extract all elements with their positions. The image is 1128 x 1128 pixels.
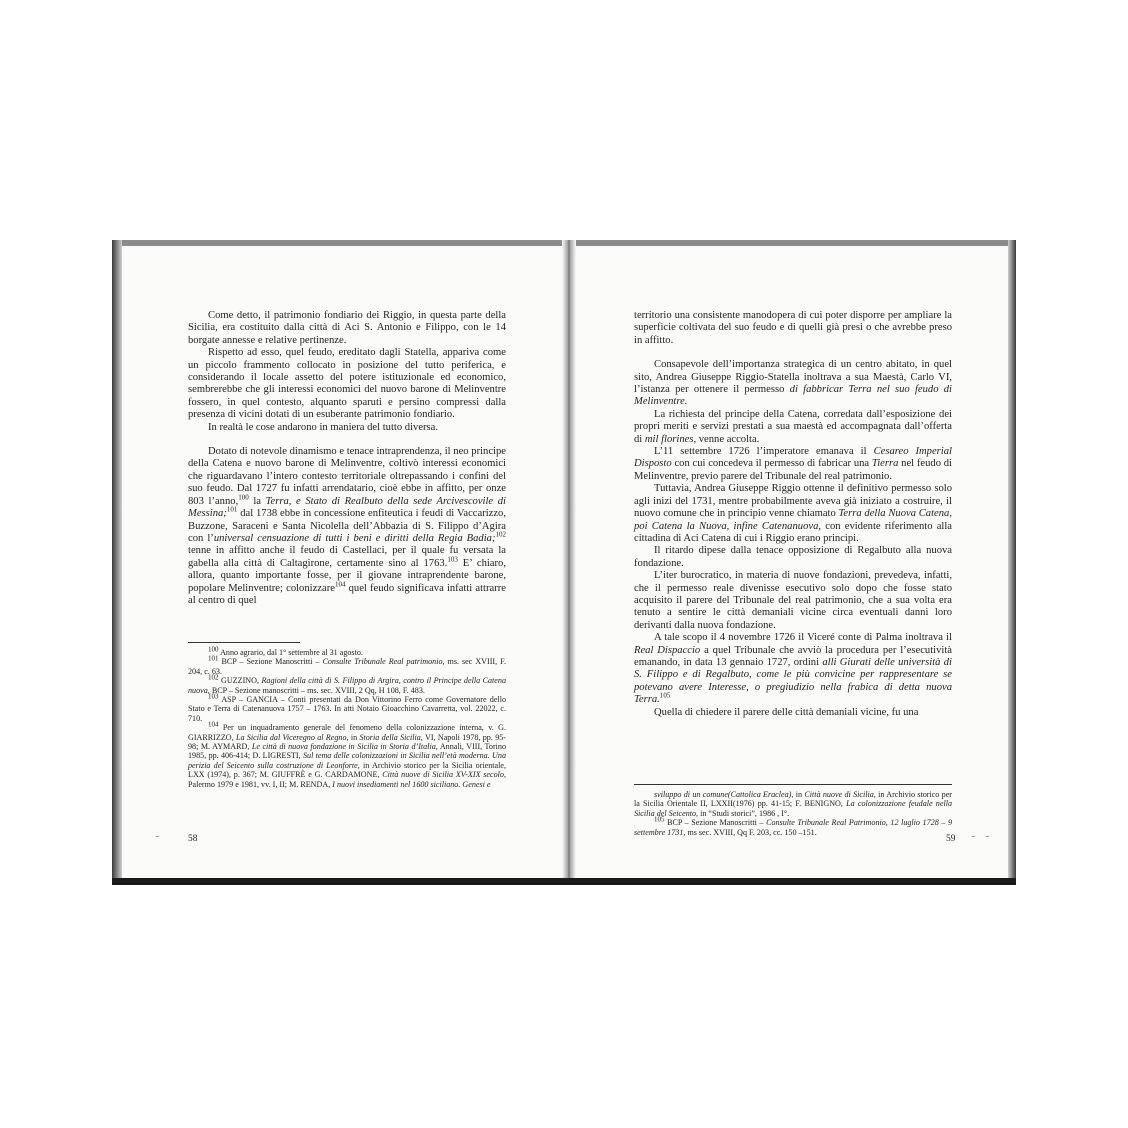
text-run: sviluppo di un comune(Cattolica Eraclea) [654, 790, 792, 799]
text-run: quel feudo significava infatti attrarre al centro di quel [188, 582, 506, 606]
left-page [122, 246, 562, 878]
paragraph [634, 632, 952, 706]
text-run: , ms sec. XVIII, Qq F. 203, cc. 150 –151. [683, 827, 817, 837]
text-run: Terra, e Stato di Realbuto della sede Arcivescovile di Messina; [188, 495, 506, 520]
left-body-text [188, 310, 506, 607]
text-run: La colonizzazione feudale nella Sicilia del Seicento [634, 799, 952, 818]
speck [986, 836, 989, 837]
paragraph [634, 446, 952, 483]
text-run: la [248, 495, 266, 507]
text-run: Dotato di notevole dinamismo e tenace intraprendenza, il neo principe della Catena e nuovo barone di Melinventre, coltivò interessi economici che riguardavano l’intero contesto territoriale oltrepassando i confini del suo feudo. Dal 1727 fu infatti arrendatario, cioè ebbe in affitto, per onze 803 l’anno, [188, 446, 506, 507]
text-run: , Palermo 1979 e 1981, vv. I, II; M. RENDA, [188, 770, 506, 789]
text-run: , venne accolta. [693, 433, 760, 445]
paragraph [188, 347, 506, 421]
note-marker: 100 [238, 493, 249, 502]
left-footnotes [188, 645, 507, 789]
text-run: A tale scopo il 4 novembre 1726 il Viceré conte di Palma inoltrava il [654, 632, 952, 644]
footnote [188, 692, 506, 723]
text-run: Quella di chiedere il parere delle città demaniali vicine, fu una [654, 706, 919, 718]
note-marker: 104 [334, 580, 346, 588]
text-run: , in “Studi storici”, 1986 , I°. [696, 808, 790, 818]
text-run: L’11 settembre 1726 l’imperatore emanava il [654, 446, 874, 458]
text-run: , in Archivio storico per la Sicilia Orientale II, LXXII(1976) pp. 41-15; F. BENIGNO, [634, 790, 952, 809]
footnote [188, 654, 506, 676]
text-run: Consapevole dell’importanza strategica di un centro abitato, in quel sito, Andrea Giuseppe Riggio-Statella inoltrava a sua Maestà, Carlo VI, l’istanza per ottenere il permesso [634, 359, 952, 396]
paragraph [188, 422, 506, 434]
footnote [634, 790, 952, 818]
text-run: Tierra [871, 458, 899, 470]
text-run: Anno agrario, dal 1° settembre al 31 agosto. [218, 648, 363, 657]
text-run: Storia della Sicilia [359, 732, 421, 742]
paragraph [634, 359, 952, 409]
right-page-number: 59 [946, 834, 956, 844]
text-run: nel feudo di Melinventre, previo parere del Tribunale del real patrimonio. [634, 458, 952, 482]
text-run: , con evidente riferimento alla cittadina di Aci Catena di cui i Riggio erano principi. [634, 520, 952, 544]
scan-edge-right [1008, 240, 1016, 885]
text-run: , in [346, 732, 360, 742]
right-page [576, 246, 1008, 878]
note-marker: 102 [495, 530, 506, 539]
text-run: La Sicilia dal Viceregno al Regno [235, 732, 347, 742]
footnote [188, 645, 506, 657]
scan-edge-bottom [112, 878, 1016, 885]
book-gutter [562, 240, 576, 885]
text-run: , BCP – Sezione manoscritti – ms. sec. XVIII, 2 Qq, H 108, F. 483. [207, 685, 425, 695]
text-run: Per un inquadramento generale del fenomeno della colonizzazione interna, v. G. GIARRIZZO, [188, 723, 506, 742]
text-run: Il ritardo dipese dalla tenace opposizione di Regalbuto alla nuova fondazione. [634, 545, 952, 569]
text-run: con cui concedeva il permesso di fabricar una [671, 458, 872, 470]
text-run: alli Giurati delle università di S. Filippo e di Regalbuto, come le più convicine per rappresentare se potevano avere Interesse, o pregiudizio nella frabica di detta nuova Terra. [634, 656, 952, 706]
text-run: Sul tema delle colonizzazioni in Sicilia nell’età moderna. Una perizia del Seicento sulla costruzione di Leonforte [188, 751, 507, 770]
note-marker: 105 [659, 691, 671, 700]
note-marker: 102 [208, 673, 219, 682]
footnote [188, 673, 506, 695]
note-marker: 101 [226, 505, 238, 514]
text-run: I nuovi insediamenti nel 1600 siciliano. Genesi e [332, 779, 491, 789]
paragraph [634, 707, 952, 719]
text-run: mil florines [644, 433, 694, 445]
text-run: tenne in affitto anche il feudo di Castellaci, per il quale fu versata la gabella alla città di Caltagirone, certamente sino al 1763. [188, 545, 506, 569]
text-run: Come detto, il patrimonio fondiario dei Riggio, in questa parte della Sicilia, era costituito dalla città di Aci S. Antonio e Filippo, con le 14 borgate annesse e relative pertinenze. [188, 310, 506, 346]
left-page-number: 58 [188, 834, 198, 844]
text-run: Tuttavia, Andrea Giuseppe Riggio ottenne il definitivo permesso solo agli inizi del 1731, mentre probabilmente aveva già iniziato a costruire, il nuovo comune che in principio venne chiamato [634, 483, 952, 520]
scan-edge-left [112, 240, 122, 885]
text-run: In realtà le cose andarono in maniera del tutto diversa. [208, 421, 439, 433]
text-run: territorio una consistente manodopera di cui poter disporre per ampliare la superficie coltivata del suo feudo e di quelli già presi o che avrebbe preso in affitto. [634, 310, 952, 346]
text-run: Ragioni della città di S. Filippo di Argira, contro il Principe della Catena nuova [188, 676, 506, 695]
footnote [634, 815, 953, 837]
text-run: L’iter burocratico, in materia di nuove fondazioni, prevedeva, infatti, che il permesso reale divenisse esecutivo solo dopo che fosse stato acquisito il parere del Tribunale del real patrimonio, che a sua volta era tenuto a sentire le città demaniali vicine circa eventuali danni loro derivanti dalla nuova fondazione. [634, 570, 952, 631]
right-footnotes [634, 790, 952, 837]
note-marker: 105 [654, 815, 665, 824]
text-run: a quel Tribunale che avviò la procedura per l’esecutività emanando, in data 13 gennaio 1727, ordini [634, 644, 952, 668]
text-run: , VI, Napoli 1978, pp. 95-98; M. AYMARD, [188, 732, 506, 752]
text-run: BCP – Sezione Manoscritti – [664, 818, 767, 828]
speck [972, 836, 975, 837]
text-run: , ms. sec XVIII, F. 204, c. 63. [188, 657, 506, 676]
paragraph [188, 446, 506, 607]
text-run: Terra della Nuova Catena, poi Catena la Nuova, infine Catenanuova [634, 508, 952, 532]
text-run: Consulte Tribunale Real patrimonio [322, 657, 443, 667]
text-run: , in [791, 790, 805, 799]
text-run: universal censuazione di tutti i beni e diritti della Regia Badia; [213, 532, 496, 544]
right-body-text [634, 310, 952, 719]
text-run: E’ chiaro, allora, quanto importante fosse, per il giovane intraprendente barone, popolare Melinventre; colonizzare [188, 557, 506, 594]
text-run: Real Dispaccio [634, 644, 701, 656]
paragraph [634, 570, 952, 632]
footnote [188, 720, 507, 789]
text-run: Le città di nuova fondazione in Sicilia in Storia d’Italia [251, 742, 436, 752]
text-run: GUZZINO, [218, 676, 262, 686]
text-run: , Annali, VIII, Torino 1985, pp. 406-414; D. LIGRESTI, [188, 742, 507, 761]
paragraph [634, 310, 952, 347]
paragraph [634, 483, 952, 545]
text-run: ASP – GANCIA – Conti presentati da Don Vittorino Ferro come Governatore dello Stato e Terra di Catenanuova 1757 – 1763. In atti Notaio Gioacchino Cavarretta, vol. 22022, c. 710. [188, 695, 506, 723]
text-run: Rispetto ad esso, quel feudo, ereditato dagli Statella, appariva come un piccolo frammento collocato in posizione del tutto periferica, e considerando il locale assetto del potere istituzionale ed economico, sembrerebbe che gli interessi economici del nuovo barone di Melinventre fossero, in quel contesto, alquanto sparuti e persino compressi dalla presenza di vicini dotati di un esuberante patrimonio fondiario. [188, 347, 506, 421]
text-run: La richiesta del principe della Catena, corredata dall’esposizione dei propri meriti e servizi prestati a sua maestà ed accompagnata dall’offerta di [634, 408, 952, 445]
note-marker: 103 [447, 555, 458, 564]
note-marker: 104 [208, 720, 219, 729]
text-run: Consulte Tribunale Real Patrimonio, 12 luglio 1728 – 9 settembre 1731 [634, 818, 953, 837]
text-run: dal 1738 ebbe in concessione enfiteutica i feudi di Vaccarizzo, Buzzone, Saraceni e Santa Nicolella dell’Abbazia di S. Filippo d’Agira con l’ [188, 508, 506, 544]
text-run: Cesareo Imperial Disposto [634, 446, 952, 470]
note-marker: 103 [208, 692, 219, 701]
text-run: di fabbricar Terra nel suo feudo di Melinventre. [634, 384, 952, 408]
left-footnote-rule [188, 642, 300, 643]
paragraph [188, 310, 506, 347]
note-marker: 101 [208, 654, 219, 663]
text-run: Città nuove di Sicilia [804, 790, 874, 799]
note-marker: 100 [208, 645, 219, 654]
text-run: Città nuove di Sicilia XV-XIX secolo [382, 770, 504, 780]
text-run: BCP – Sezione Manoscritti – [218, 657, 323, 667]
right-footnote-rule [634, 784, 952, 785]
paragraph [634, 545, 952, 570]
speck [156, 836, 159, 837]
paragraph [634, 409, 952, 446]
text-run: , in Archivio storico per la Sicilia orientale, LXX (1974), p. 367; M. GIUFFRÈ e G. CARDAMONE, [188, 760, 506, 780]
